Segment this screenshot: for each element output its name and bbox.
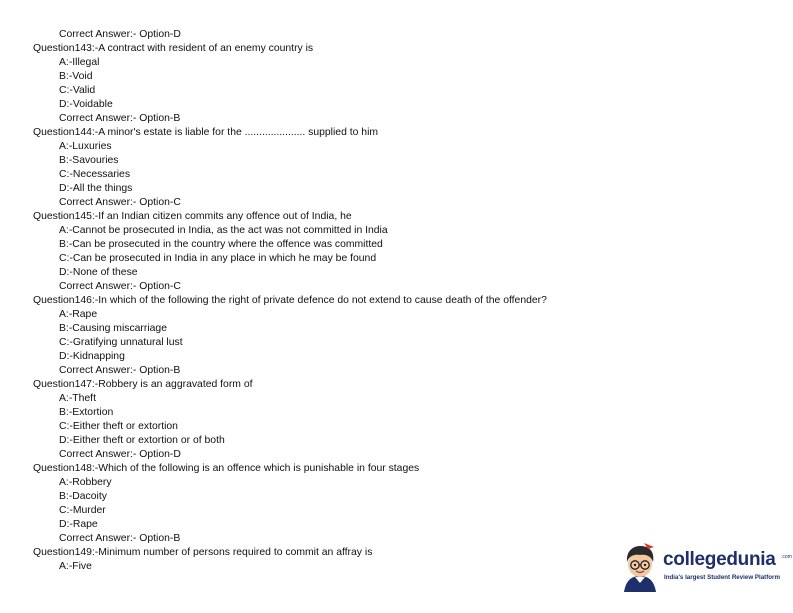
option-line: B:-Void [59, 71, 93, 82]
question-line: Question145:-If an Indian citizen commits any offence out of India, he [33, 211, 352, 222]
option-line: C:-Murder [59, 505, 106, 516]
question-line: Question149:-Minimum number of persons required to commit an affray is [33, 547, 373, 558]
document-lines [33, 28, 773, 574]
option-line: C:-Necessaries [59, 169, 131, 180]
option-line: D:-Either theft or extortion or of both [59, 435, 225, 446]
question-document [33, 28, 773, 574]
option-line: A:-Rape [59, 309, 98, 320]
answer-line: Correct Answer:- Option-C [59, 197, 181, 208]
question-line: Question148:-Which of the following is an offence which is punishable in four stages [33, 463, 420, 474]
option-line: C:-Either theft or extortion [59, 421, 178, 432]
answer-line: Correct Answer:- Option-C [59, 281, 181, 292]
option-line: B:-Causing miscarriage [59, 323, 167, 334]
option-line: B:-Dacoity [59, 491, 107, 502]
option-line: B:-Can be prosecuted in the country where the offence was committed [59, 239, 383, 250]
option-line: A:-Five [59, 561, 92, 572]
option-line: A:-Illegal [59, 57, 100, 68]
question-line: Question146:-In which of the following the right of private defence do not extend to cause death of the offender? [33, 295, 547, 306]
option-line: D:-Rape [59, 519, 98, 530]
answer-line: Correct Answer:- Option-B [59, 533, 181, 544]
option-line: A:-Cannot be prosecuted in India, as the act was not committed in India [59, 225, 388, 236]
option-line: D:-Voidable [59, 99, 113, 110]
brand-name: collegedunia [663, 549, 776, 570]
option-line: B:-Extortion [59, 407, 114, 418]
option-line: D:-All the things [59, 183, 133, 194]
option-line: C:-Valid [59, 85, 96, 96]
answer-line: Correct Answer:- Option-D [59, 29, 181, 40]
student-mascot-icon [618, 540, 662, 592]
option-line: D:-Kidnapping [59, 351, 125, 362]
option-line: C:-Can be prosecuted in India in any place in which he may be found [59, 253, 377, 264]
option-line: A:-Robbery [59, 477, 112, 488]
option-line: B:-Savouries [59, 155, 119, 166]
option-line: C:-Gratifying unnatural lust [59, 337, 183, 348]
collegedunia-brand[interactable] [618, 540, 792, 592]
question-line: Question147:-Robbery is an aggravated form of [33, 379, 253, 390]
option-line: A:-Luxuries [59, 141, 112, 152]
option-line: D:-None of these [59, 267, 138, 278]
answer-line: Correct Answer:- Option-B [59, 365, 181, 376]
answer-line: Correct Answer:- Option-B [59, 113, 181, 124]
option-line: A:-Theft [59, 393, 96, 404]
answer-line: Correct Answer:- Option-D [59, 449, 181, 460]
brand-tagline: India's largest Student Review Platform [664, 574, 780, 581]
brand-domain-suffix: .com [781, 554, 792, 560]
question-line: Question144:-A minor's estate is liable for the ..................... supplied to him [33, 127, 379, 138]
question-line: Question143:-A contract with resident of an enemy country is [33, 43, 314, 54]
